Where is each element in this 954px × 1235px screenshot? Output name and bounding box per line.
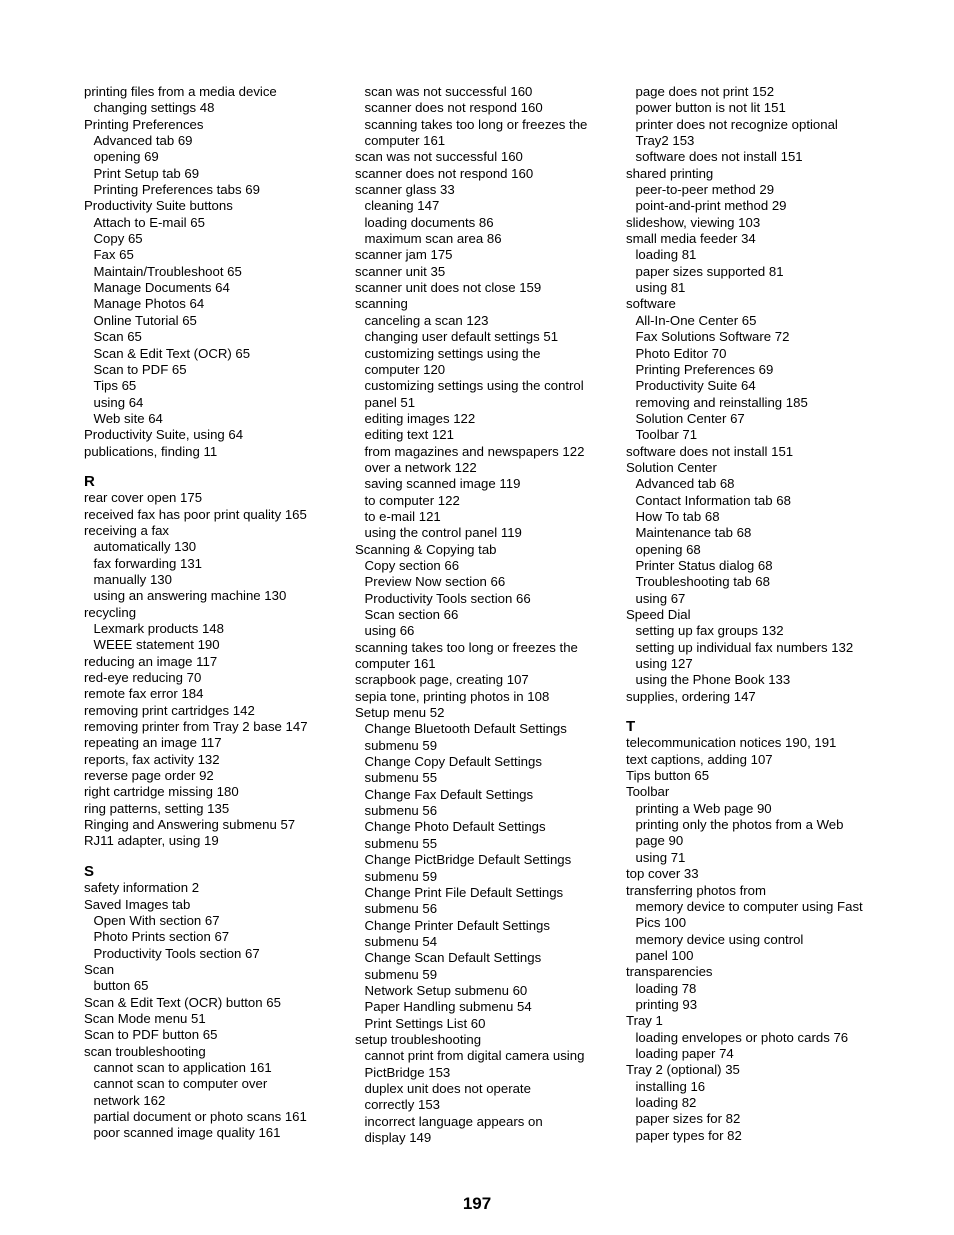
index-subentry: Change Photo Default Settings <box>364 819 546 835</box>
index-subentry: Tray2 153 <box>635 133 695 149</box>
index-entry: scanner unit 35 <box>355 263 446 279</box>
index-entry: recycling <box>84 604 137 620</box>
index-entry: telecommunication notices 190, 191 <box>626 735 837 751</box>
index-entry: removing printer from Tray 2 base 147 <box>84 719 308 735</box>
index-subentry: submenu 56 <box>364 901 438 917</box>
index-entry: printing files from a media device <box>84 84 277 99</box>
index-subentry: Manage Photos 64 <box>93 296 205 312</box>
index-subentry: Productivity Suite 64 <box>635 378 756 394</box>
index-subentry: submenu 59 <box>364 868 438 884</box>
index-entry: transferring photos from <box>626 882 766 898</box>
index-subentry: panel 51 <box>364 394 416 410</box>
index-subentry: using 66 <box>364 623 415 639</box>
index-subentry: correctly 153 <box>364 1097 440 1113</box>
index-entry: removing print cartridges 142 <box>84 702 255 718</box>
index-subentry: paper sizes for 82 <box>635 1111 741 1127</box>
index-subentry: Scan section 66 <box>364 607 459 622</box>
index-subentry: submenu 59 <box>364 737 438 753</box>
index-subentry: Photo Editor 70 <box>635 345 727 361</box>
index-entry: supplies, ordering 147 <box>626 688 756 704</box>
index-subentry: scanner does not respond 160 <box>364 100 543 116</box>
index-subentry: changing settings 48 <box>93 100 215 116</box>
index-subentry: Open With section 67 <box>93 912 220 928</box>
index-subentry: Advanced tab 69 <box>93 133 193 149</box>
index-subentry: Attach to E-mail 65 <box>93 214 205 230</box>
index-subentry: Change Printer Default Settings <box>364 917 550 933</box>
index-subentry: Printing Preferences 69 <box>635 361 774 377</box>
index-subentry: incorrect language appears on <box>364 1113 543 1129</box>
index-subentry: Change Fax Default Settings <box>364 786 534 802</box>
index-entry: reports, fax activity 132 <box>84 751 220 767</box>
index-subentry: opening 69 <box>93 149 159 165</box>
index-entry: Printing Preferences <box>84 116 204 132</box>
index-subentry: page 90 <box>635 833 684 849</box>
index-entry: red-eye reducing 70 <box>84 670 202 686</box>
index-subentry: Copy section 66 <box>364 557 460 573</box>
index-subentry: page does not print 152 <box>635 84 775 99</box>
index-entry: Toolbar <box>626 784 670 800</box>
index-subentry: printing 93 <box>635 996 698 1012</box>
index-subentry: printing a Web page 90 <box>635 800 772 816</box>
index-entry: small media feeder 34 <box>626 231 756 247</box>
index-subentry: fax forwarding 131 <box>93 555 202 571</box>
index-subentry: Scan & Edit Text (OCR) 65 <box>93 345 251 361</box>
index-subentry: editing images 122 <box>364 410 476 426</box>
index-subentry: canceling a scan 123 <box>364 312 489 328</box>
index-subentry: Print Settings List 60 <box>364 1015 486 1031</box>
index-subentry: All-In-One Center 65 <box>635 312 757 328</box>
index-subentry: using 127 <box>635 656 693 672</box>
index-entry: scanner glass 33 <box>355 182 455 198</box>
index-column-1 <box>84 84 344 1142</box>
index-subentry: loading envelopes or photo cards 76 <box>635 1029 849 1045</box>
index-subentry: cannot scan to application 161 <box>93 1059 272 1075</box>
index-subentry: printing only the photos from a Web <box>635 817 844 833</box>
index-entry: received fax has poor print quality 165 <box>84 506 307 522</box>
index-entry: slideshow, viewing 103 <box>626 214 761 230</box>
index-entry: Setup menu 52 <box>355 705 445 721</box>
index-entry: scanning takes too long or freezes the <box>355 639 578 655</box>
index-subentry: display 149 <box>364 1130 432 1145</box>
index-entry: repeating an image 117 <box>84 735 222 751</box>
index-subentry: Fax Solutions Software 72 <box>635 329 790 345</box>
index-entry: Solution Center <box>626 459 717 475</box>
index-subentry: poor scanned image quality 161 <box>93 1125 281 1141</box>
index-subentry: Scan 65 <box>93 329 142 345</box>
index-subentry: using 64 <box>93 394 144 410</box>
index-subentry: cannot print from digital camera using <box>364 1048 585 1064</box>
index-entry: shared printing <box>626 165 714 181</box>
index-subentry: maximum scan area 86 <box>364 231 502 247</box>
index-subentry: computer 161 <box>364 133 446 149</box>
index-subentry: saving scanned image 119 <box>364 476 521 492</box>
index-entry: Scanning & Copying tab <box>355 541 497 557</box>
index-subentry: Change Bluetooth Default Settings <box>364 721 567 737</box>
index-letter-heading: S <box>84 862 95 880</box>
index-subentry: setting up fax groups 132 <box>635 623 784 639</box>
index-subentry: scanning takes too long or freezes the <box>364 116 588 132</box>
index-subentry: Copy 65 <box>93 231 143 247</box>
index-entry: scanner unit does not close 159 <box>355 280 542 296</box>
index-subentry: loading 82 <box>635 1094 697 1110</box>
index-column-2 <box>355 84 617 1146</box>
index-entry: scrapbook page, creating 107 <box>355 672 529 688</box>
index-subentry: opening 68 <box>635 541 701 557</box>
index-entry: Speed Dial <box>626 607 691 622</box>
index-entry: scanner jam 175 <box>355 247 453 263</box>
index-subentry: setting up individual fax numbers 132 <box>635 639 854 655</box>
index-entry: right cartridge missing 180 <box>84 784 239 800</box>
index-subentry: Preview Now section 66 <box>364 574 506 590</box>
index-letter-heading: R <box>84 472 95 490</box>
index-entry: rear cover open 175 <box>84 490 203 506</box>
index-subentry: changing user default settings 51 <box>364 329 559 345</box>
index-subentry: paper types for 82 <box>635 1127 742 1143</box>
index-entry: ring patterns, setting 135 <box>84 800 230 816</box>
index-subentry: loading documents 86 <box>364 214 494 230</box>
index-entry: Scan & Edit Text (OCR) button 65 <box>84 994 281 1010</box>
index-subentry: automatically 130 <box>93 539 197 555</box>
index-subentry: Paper Handling submenu 54 <box>364 999 532 1015</box>
index-subentry: Manage Documents 64 <box>93 280 230 296</box>
index-entry: receiving a fax <box>84 522 170 538</box>
index-subentry: using 67 <box>635 590 686 606</box>
index-entry: reducing an image 117 <box>84 653 218 669</box>
index-subentry: WEEE statement 190 <box>93 637 220 653</box>
index-subentry: installing 16 <box>635 1078 706 1094</box>
index-subentry: printer does not recognize optional <box>635 116 838 132</box>
index-entry: scanning <box>355 296 408 312</box>
index-subentry: using an answering machine 130 <box>93 588 287 604</box>
index-subentry: Change Copy Default Settings <box>364 754 542 770</box>
index-entry: computer 161 <box>355 656 436 672</box>
index-subentry: over a network 122 <box>364 459 477 475</box>
index-entry: Tips button 65 <box>626 768 710 784</box>
index-entry: safety information 2 <box>84 880 200 896</box>
index-subentry: How To tab 68 <box>635 508 720 524</box>
index-subentry: Productivity Tools section 66 <box>364 590 531 606</box>
index-subentry: Change PictBridge Default Settings <box>364 852 572 868</box>
index-subentry: removing and reinstalling 185 <box>635 394 808 410</box>
index-subentry: submenu 55 <box>364 770 438 786</box>
index-entry: publications, finding 11 <box>84 443 218 459</box>
index-subentry: button 65 <box>93 978 149 994</box>
index-entry: Saved Images tab <box>84 896 191 912</box>
index-subentry: computer 120 <box>364 361 446 377</box>
index-entry: remote fax error 184 <box>84 686 204 702</box>
index-subentry: using the Phone Book 133 <box>635 672 791 688</box>
index-entry: sepia tone, printing photos in 108 <box>355 688 550 704</box>
index-entry: Scan Mode menu 51 <box>84 1010 206 1026</box>
index-entry: software <box>626 296 676 312</box>
index-entry: setup troubleshooting <box>355 1031 482 1047</box>
index-subentry: customizing settings using the control <box>364 378 584 394</box>
index-subentry: cannot scan to computer over <box>93 1076 268 1092</box>
index-subentry: paper sizes supported 81 <box>635 263 784 279</box>
index-subentry: duplex unit does not operate <box>364 1080 531 1096</box>
index-subentry: Photo Prints section 67 <box>93 929 230 945</box>
index-letter-heading: T <box>626 718 636 736</box>
index-subentry: peer-to-peer method 29 <box>635 182 775 198</box>
index-subentry: Scan to PDF 65 <box>93 361 187 377</box>
index-entry: RJ11 adapter, using 19 <box>84 833 219 849</box>
index-subentry: Print Setup tab 69 <box>93 165 200 181</box>
index-subentry: Tips 65 <box>93 378 137 394</box>
index-entry: Ringing and Answering submenu 57 <box>84 817 296 833</box>
index-subentry: Solution Center 67 <box>635 410 745 426</box>
index-subentry: Printing Preferences tabs 69 <box>93 182 260 198</box>
index-subentry: Network Setup submenu 60 <box>364 982 528 998</box>
index-subentry: Fax 65 <box>93 247 134 263</box>
index-entry: Scan to PDF button 65 <box>84 1027 218 1043</box>
index-subentry: Printer Status dialog 68 <box>635 557 773 573</box>
index-subentry: network 162 <box>93 1092 166 1108</box>
index-subentry: Advanced tab 68 <box>635 476 735 492</box>
page-number: 197 <box>462 1194 492 1213</box>
index-subentry: Change Scan Default Settings <box>364 950 542 966</box>
index-subentry: partial document or photo scans 161 <box>93 1108 307 1124</box>
index-subentry: Contact Information tab 68 <box>635 492 791 508</box>
index-entry: software does not install 151 <box>626 443 794 459</box>
index-entry: scan troubleshooting <box>84 1043 206 1059</box>
index-subentry: manually 130 <box>93 571 172 587</box>
index-entry: Productivity Suite buttons <box>84 198 233 214</box>
index-subentry: using 71 <box>635 849 686 865</box>
index-entry: scan was not successful 160 <box>355 149 523 165</box>
index-subentry: using the control panel 119 <box>364 525 522 541</box>
index-subentry: Toolbar 71 <box>635 427 698 443</box>
index-subentry: Web site 64 <box>93 410 163 426</box>
index-subentry: memory device to computer using Fast <box>635 898 863 914</box>
index-subentry: Pics 100 <box>635 915 687 931</box>
index-subentry: loading 78 <box>635 980 697 996</box>
index-subentry: using 81 <box>635 280 686 296</box>
index-subentry: memory device using control <box>635 931 804 947</box>
index-subentry: loading paper 74 <box>635 1045 734 1061</box>
index-column-3 <box>626 84 896 1144</box>
index-subentry: point-and-print method 29 <box>635 198 787 214</box>
index-entry: Productivity Suite, using 64 <box>84 427 244 443</box>
index-subentry: editing text 121 <box>364 427 454 443</box>
index-subentry: Productivity Tools section 67 <box>93 945 260 961</box>
index-entry: Tray 2 (optional) 35 <box>626 1062 740 1078</box>
index-subentry: cleaning 147 <box>364 198 440 214</box>
index-subentry: submenu 56 <box>364 803 438 819</box>
index-subentry: from magazines and newspapers 122 <box>364 443 585 459</box>
index-subentry: panel 100 <box>635 947 694 963</box>
index-subentry: loading 81 <box>635 247 697 263</box>
index-subentry: Troubleshooting tab 68 <box>635 574 770 590</box>
index-entry: reverse page order 92 <box>84 768 214 784</box>
index-subentry: Change Print File Default Settings <box>364 884 564 900</box>
index-subentry: Online Tutorial 65 <box>93 312 197 328</box>
index-subentry: to computer 122 <box>364 492 460 508</box>
index-entry: text captions, adding 107 <box>626 751 773 767</box>
index-subentry: Lexmark products 148 <box>93 621 224 636</box>
index-subentry: submenu 55 <box>364 835 438 851</box>
index-entry: transparencies <box>626 964 713 980</box>
index-entry: Tray 1 <box>626 1013 663 1029</box>
index-subentry: Maintenance tab 68 <box>635 525 752 541</box>
index-subentry: submenu 54 <box>364 933 438 949</box>
index-subentry: power button is not lit 151 <box>635 100 786 116</box>
index-entry: scanner does not respond 160 <box>355 165 534 181</box>
index-entry: top cover 33 <box>626 866 699 882</box>
index-subentry: customizing settings using the <box>364 345 541 361</box>
index-subentry: software does not install 151 <box>635 149 803 165</box>
index-subentry: to e-mail 121 <box>364 508 441 524</box>
index-subentry: PictBridge 153 <box>364 1064 451 1080</box>
index-subentry: scan was not successful 160 <box>364 84 533 99</box>
index-subentry: submenu 59 <box>364 966 438 982</box>
index-entry: Scan <box>84 961 115 977</box>
index-subentry: Maintain/Troubleshoot 65 <box>93 263 242 279</box>
